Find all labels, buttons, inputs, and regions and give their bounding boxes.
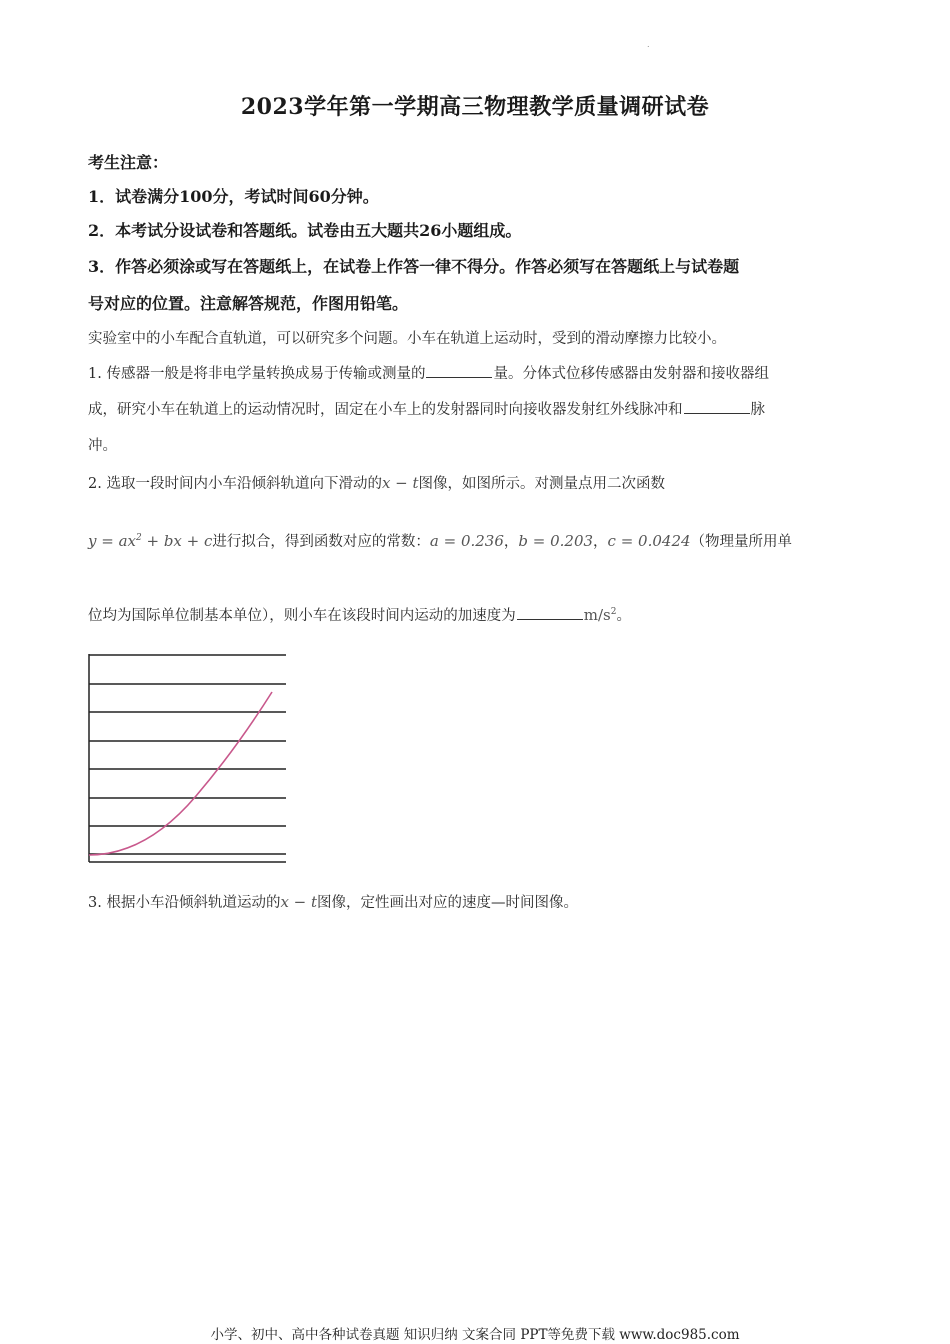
answer-blank-3[interactable] (517, 603, 583, 620)
top-mark: . (647, 40, 650, 49)
notice-heading: 考生注意： (88, 153, 169, 172)
answer-blank-2[interactable] (684, 397, 750, 414)
xt-symbol: x − t (381, 474, 419, 492)
xt-symbol-2: x − t (280, 893, 318, 911)
xt-graph (86, 652, 290, 866)
q1-text-a: 1. 传感器一般是将非电学量转换成易于传输或测量的 (88, 366, 426, 382)
question-1-line-2 (88, 392, 863, 428)
q2-text-c: 进行拟合，得到函数对应的常数： (212, 534, 430, 550)
answer-blank-1[interactable] (426, 361, 492, 378)
q2-text-d: （物理量所用单 (690, 534, 793, 550)
q2-text-f: 。 (616, 608, 631, 624)
question-2-line-1 (88, 465, 863, 502)
notice-item-2: 2．本考试分设试卷和答题纸。试卷由五大题共26小题组成。 (88, 221, 522, 240)
intro-text: 实验室中的小车配合直轨道，可以研究多个问题。小车在轨道上运动时，受到的滑动摩擦力比较小。 (88, 331, 726, 347)
q2-text-b: 图像，如图所示。对测量点用二次函数 (418, 476, 666, 492)
notice-item-3-cont: 号对应的位置。注意解答规范，作图用铅笔。 (88, 294, 409, 313)
unit-ms2: $m/s^2$ (583, 606, 617, 624)
q3-text-a: 3. 根据小车沿倾斜轨道运动的 (88, 895, 281, 911)
q1-text-b: 量。分体式位移传感器由发射器和接收器组 (493, 366, 769, 382)
question-1-line-1 (88, 356, 863, 392)
notice-item-1: 1．试卷满分100分，考试时间60分钟。 (88, 187, 379, 206)
fit-function: $y = ax^2$ + bx + c (88, 532, 213, 550)
xt-curve (89, 692, 272, 855)
constant-a: a = 0.236 (429, 532, 504, 550)
q2-text-e: 位均为国际单位制基本单位），则小车在该段时间内运动的加速度为 (88, 608, 516, 624)
constant-b: b = 0.203 (518, 532, 594, 550)
q1-text-d: 脉 (750, 402, 765, 418)
question-2-line-2: $y = ax^2$ + bx + c进行拟合，得到函数对应的常数：a = 0.236，b = 0.203，c = 0.0424（物理量所用单 (88, 532, 793, 550)
q1-text-c: 成，研究小车在轨道上的运动情况时，固定在小车上的发射器同时向接收器发射红外线脉冲和 (88, 402, 683, 418)
constant-c: c = 0.0424 (607, 532, 691, 550)
page-footer: 小学、初中、高中各种试卷真题 知识归纳 文案合同 PPT等免费下载 www.doc985.com (210, 1327, 740, 1343)
notice-item-3: 3．作答必须涂或写在答题纸上，在试卷上作答一律不得分。作答必须写在答题纸上与试卷题 (88, 257, 740, 276)
question-1-line-3: 冲。 (88, 438, 117, 454)
q2-text-a: 2. 选取一段时间内小车沿倾斜轨道向下滑动的 (88, 476, 382, 492)
question-2-line-3 (88, 594, 863, 634)
question-3 (88, 884, 863, 921)
page-title: 2023学年第一学期高三物理教学质量调研试卷 (240, 94, 710, 120)
q3-text-b: 图像，定性画出对应的速度—时间图像。 (317, 895, 579, 911)
